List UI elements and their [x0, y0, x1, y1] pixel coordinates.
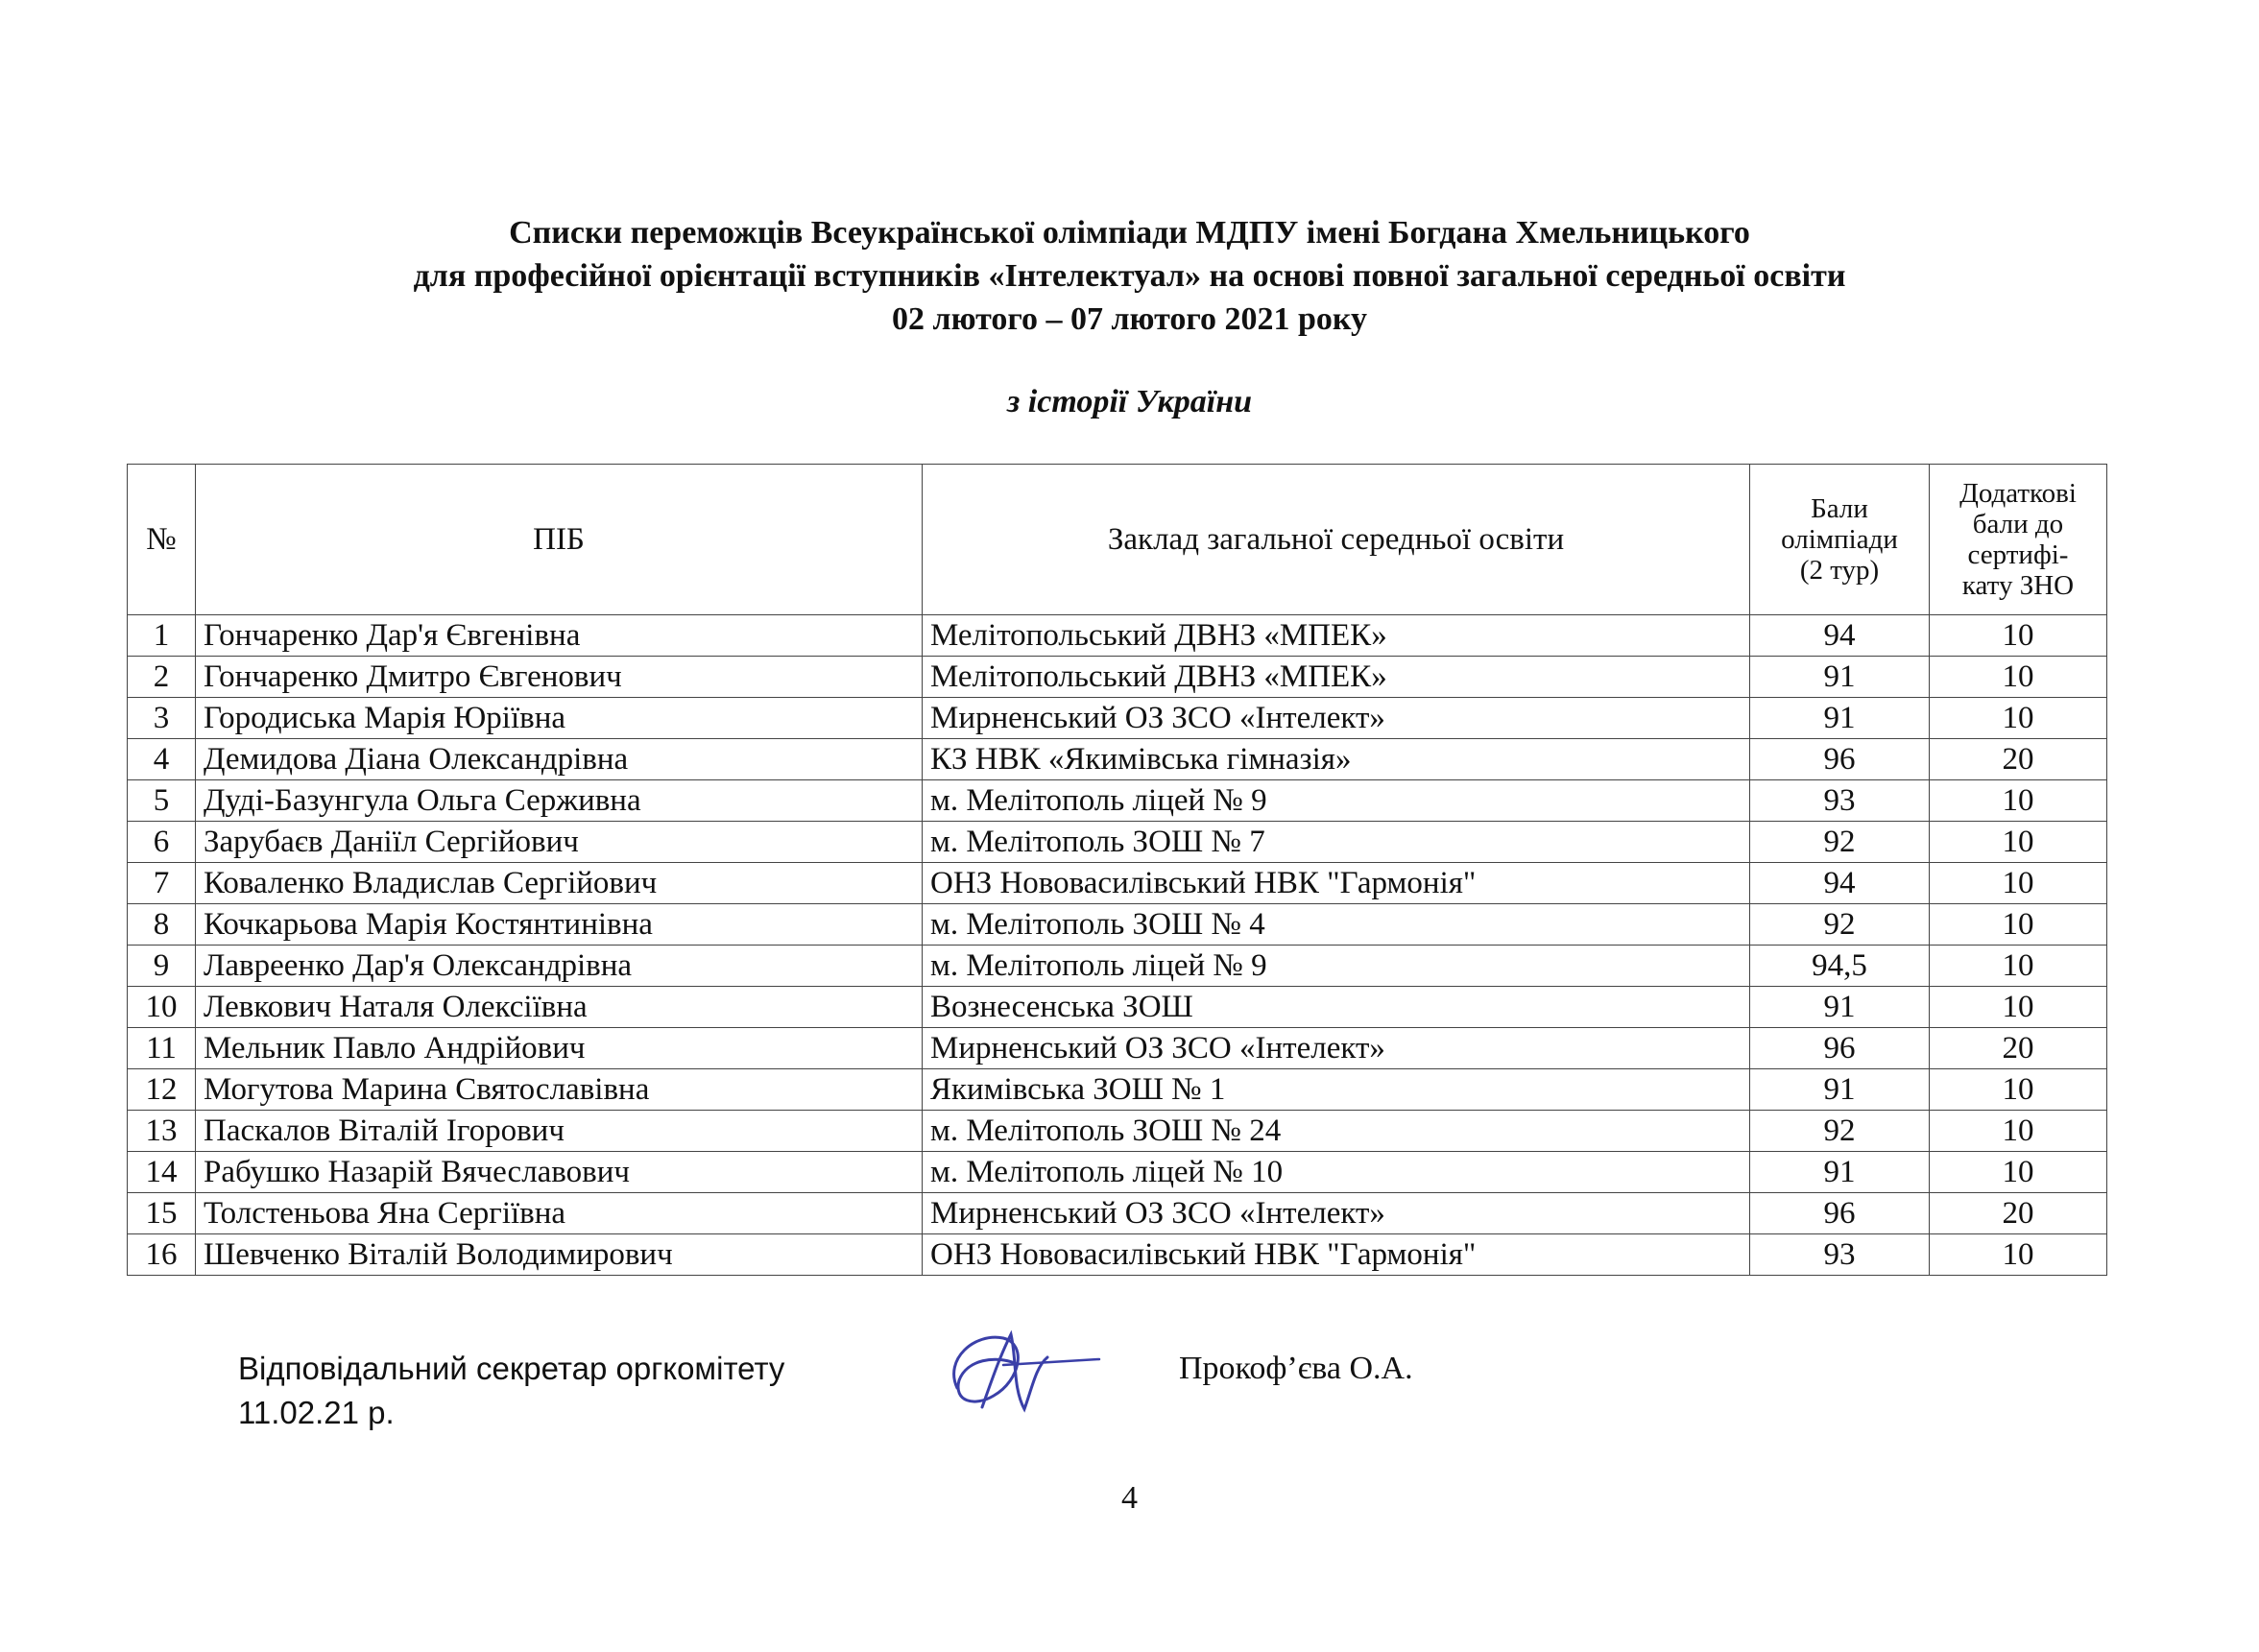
- row-num: 9: [128, 946, 196, 987]
- table-row: [128, 1234, 2107, 1276]
- row-num: 11: [128, 1028, 196, 1069]
- header-bonus-line: сертифі-: [1967, 539, 2069, 570]
- table-row: [128, 657, 2107, 698]
- header-score-line: Бали: [1811, 493, 1868, 524]
- table-row: [128, 1069, 2107, 1111]
- table-header-row: [128, 465, 2107, 615]
- row-name: Рабушко Назарій Вячеславович: [196, 1152, 923, 1193]
- row-num: 16: [128, 1234, 196, 1276]
- signature-date: 11.02.21 р.: [238, 1395, 395, 1430]
- row-name: Лавреенко Дар'я Олександрівна: [196, 946, 923, 987]
- row-name: Гончаренко Дар'я Євгенівна: [196, 615, 923, 657]
- table-row: [128, 698, 2107, 739]
- row-school: м. Мелітополь ліцей № 9: [923, 946, 1750, 987]
- row-school: ОНЗ Нововасилівський НВК "Гармонія": [923, 863, 1750, 904]
- row-num: 8: [128, 904, 196, 946]
- row-bonus: 10: [1930, 1069, 2107, 1111]
- row-bonus: 10: [1930, 987, 2107, 1028]
- row-name: Толстеньова Яна Сергіївна: [196, 1193, 923, 1234]
- header-score-line: олімпіади: [1781, 524, 1898, 555]
- row-school: м. Мелітополь ЗОШ № 7: [923, 822, 1750, 863]
- row-num: 14: [128, 1152, 196, 1193]
- row-school: Мирненський ОЗ ЗСО «Інтелект»: [923, 1193, 1750, 1234]
- row-name: Мельник Павло Андрійович: [196, 1028, 923, 1069]
- table-row: [128, 739, 2107, 780]
- row-score: 96: [1750, 739, 1930, 780]
- document-title: [0, 211, 2259, 341]
- subject-heading: з історії України: [1007, 384, 1252, 419]
- table-row: [128, 946, 2107, 987]
- row-school: Якимівська ЗОШ № 1: [923, 1069, 1750, 1111]
- winners-table: [127, 464, 2107, 1276]
- row-num: 6: [128, 822, 196, 863]
- row-school: Мелітопольський ДВНЗ «МПЕК»: [923, 657, 1750, 698]
- signature-loop: [954, 1337, 1019, 1401]
- row-name: Могутова Марина Святославівна: [196, 1069, 923, 1111]
- row-bonus: 10: [1930, 1111, 2107, 1152]
- row-school: Мирненський ОЗ ЗСО «Інтелект»: [923, 698, 1750, 739]
- title-line-2: для професійної орієнтації вступників «Інтелектуал» на основі повної загальної середньої освіти: [413, 258, 1846, 294]
- header-score-line: (2 тур): [1799, 555, 1880, 586]
- header-bonus-line: кату ЗНО: [1961, 570, 2075, 601]
- header-num: №: [128, 465, 196, 615]
- row-name: Левкович Наталя Олексіївна: [196, 987, 923, 1028]
- row-name: Коваленко Владислав Сергійович: [196, 863, 923, 904]
- signatory-role: Відповідальний секретар оргкомітету: [238, 1351, 785, 1386]
- row-num: 3: [128, 698, 196, 739]
- row-name: Кочкарьова Марія Костянтинівна: [196, 904, 923, 946]
- table-row: [128, 1111, 2107, 1152]
- row-name: Демидова Діана Олександрівна: [196, 739, 923, 780]
- handwritten-signature: [936, 1321, 1109, 1426]
- row-school: м. Мелітополь ліцей № 9: [923, 780, 1750, 822]
- row-score: 96: [1750, 1193, 1930, 1234]
- row-bonus: 10: [1930, 822, 2107, 863]
- header-name: ПІБ: [196, 465, 923, 615]
- row-score: 94: [1750, 863, 1930, 904]
- row-score: 92: [1750, 904, 1930, 946]
- row-num: 10: [128, 987, 196, 1028]
- signatory-name: Прокоф’єва О.А.: [1179, 1351, 1413, 1386]
- row-bonus: 10: [1930, 904, 2107, 946]
- row-score: 92: [1750, 1111, 1930, 1152]
- row-school: Мирненський ОЗ ЗСО «Інтелект»: [923, 1028, 1750, 1069]
- header-score: [1750, 465, 1930, 615]
- row-score: 96: [1750, 1028, 1930, 1069]
- table-row: [128, 1028, 2107, 1069]
- row-num: 5: [128, 780, 196, 822]
- row-school: Вознесенська ЗОШ: [923, 987, 1750, 1028]
- header-bonus-line: бали до: [1972, 509, 2064, 539]
- title-line-3: 02 лютого – 07 лютого 2021 року: [892, 301, 1367, 337]
- row-score: 91: [1750, 1069, 1930, 1111]
- row-bonus: 20: [1930, 1028, 2107, 1069]
- row-school: КЗ НВК «Якимівська гімназія»: [923, 739, 1750, 780]
- row-bonus: 10: [1930, 780, 2107, 822]
- row-score: 91: [1750, 987, 1930, 1028]
- row-score: 91: [1750, 698, 1930, 739]
- row-score: 91: [1750, 657, 1930, 698]
- row-score: 93: [1750, 780, 1930, 822]
- row-school: ОНЗ Нововасилівський НВК "Гармонія": [923, 1234, 1750, 1276]
- row-name: Гончаренко Дмитро Євгенович: [196, 657, 923, 698]
- table-row: [128, 904, 2107, 946]
- header-bonus-line: Додаткові: [1959, 478, 2077, 509]
- row-school: м. Мелітополь ЗОШ № 24: [923, 1111, 1750, 1152]
- row-score: 91: [1750, 1152, 1930, 1193]
- row-bonus: 10: [1930, 1234, 2107, 1276]
- page-number: 4: [1121, 1480, 1138, 1516]
- row-score: 93: [1750, 1234, 1930, 1276]
- row-bonus: 10: [1930, 615, 2107, 657]
- row-num: 13: [128, 1111, 196, 1152]
- row-score: 94: [1750, 615, 1930, 657]
- row-name: Дуді-Базунгула Ольга Серживна: [196, 780, 923, 822]
- row-school: м. Мелітополь ЗОШ № 4: [923, 904, 1750, 946]
- row-school: Мелітопольський ДВНЗ «МПЕК»: [923, 615, 1750, 657]
- table-row: [128, 615, 2107, 657]
- row-num: 2: [128, 657, 196, 698]
- row-name: Зарубаєв Даніїл Сергійович: [196, 822, 923, 863]
- table-row: [128, 780, 2107, 822]
- table-row: [128, 1193, 2107, 1234]
- row-name: Паскалов Віталій Ігорович: [196, 1111, 923, 1152]
- table-row: [128, 863, 2107, 904]
- row-name: Городиська Марія Юріївна: [196, 698, 923, 739]
- row-bonus: 20: [1930, 1193, 2107, 1234]
- row-num: 1: [128, 615, 196, 657]
- row-bonus: 20: [1930, 739, 2107, 780]
- row-bonus: 10: [1930, 863, 2107, 904]
- row-score: 94,5: [1750, 946, 1930, 987]
- row-num: 4: [128, 739, 196, 780]
- row-bonus: 10: [1930, 946, 2107, 987]
- header-school: Заклад загальної середньої освіти: [923, 465, 1750, 615]
- row-name: Шевченко Віталій Володимирович: [196, 1234, 923, 1276]
- header-bonus: [1930, 465, 2107, 615]
- row-bonus: 10: [1930, 657, 2107, 698]
- row-num: 15: [128, 1193, 196, 1234]
- table-row: [128, 822, 2107, 863]
- row-num: 12: [128, 1069, 196, 1111]
- row-bonus: 10: [1930, 1152, 2107, 1193]
- row-num: 7: [128, 863, 196, 904]
- table-row: [128, 987, 2107, 1028]
- row-bonus: 10: [1930, 698, 2107, 739]
- table-row: [128, 1152, 2107, 1193]
- title-line-1: Списки переможців Всеукраїнської олімпіади МДПУ імені Богдана Хмельницького: [509, 215, 1750, 251]
- row-school: м. Мелітополь ліцей № 10: [923, 1152, 1750, 1193]
- row-score: 92: [1750, 822, 1930, 863]
